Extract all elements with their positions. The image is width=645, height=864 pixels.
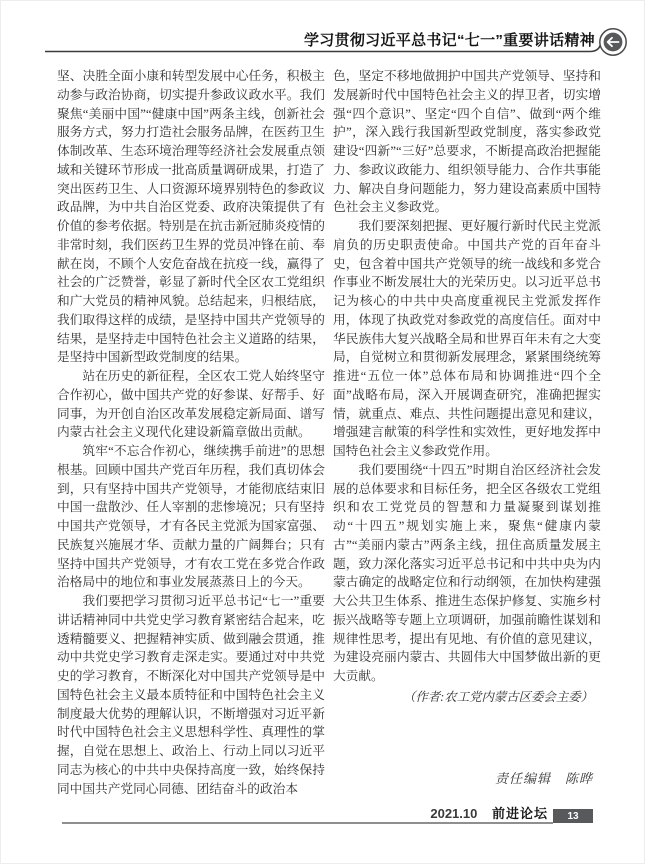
paragraph-continuation: 坚、决胜全面小康和转型发展中心任务，积极主动参与政治协商，切实提升参政议政水平。我们聚焦“美丽中国”“健康中国”两条主线，创新社会服务方式，努力打造社会服务品牌，在医药卫生体制改革、生态环境治理等经济社会发展重点领域和关键环节形成一批高质量调研成果，打造了突出医药卫生、人口资源环境界别特色的参政议政品牌，为中共自治区党委、政府决策提供了有价值的参考依据。特别是在抗击新冠肺炎疫情的非常时刻，我们医药卫生界的党员冲锋在前、奉献在岗，不顾个人安危奋战在抗疫一线，赢得了社会的广泛赞誉，彰显了新时代全区农工党组织和广大党员的精神风貌。总结起来，归根结底，我们取得这样的成绩，是坚持中国共产党领导的结果，是坚持走中国特色社会主义道路的结果，是坚持中国新型政党制度的结果。 [57,69,325,365]
running-head-title: 学习贯彻习近平总书记“七一”重要讲话精神 [303,32,595,49]
right-column [333,67,601,798]
footer-issue-line [430,806,548,821]
paragraph: 我们要把学习贯彻习近平总书记“七一”重要讲话精神同中共党史学习教育紧密结合起来，吃透精髓要义、把握精神实质、做到融会贯通，推动中共党史学习教育走深走实。要通过对中共党史的学习教育，不断深化对中国共产党领导是中国特色社会主义最本质特征和中国特色社会主义制度最大优势的理解认识，不断增强对习近平新时代中国特色社会主义思想科学性、真理性的掌握，自觉在思想上、政治上、行动上同以习近平同志为核心的中共中央保持高度一致，始终保持同中国共产党同心同德、团结奋斗的政治本 [57,594,325,796]
circled-left-arrow-icon [600,29,626,55]
paragraph-continuation: 色，坚定不移地做拥护中国共产党领导、坚持和发展新时代中国特色社会主义的捍卫者，切实增强“四个意识”、坚定“四个自信”、做到“两个维护”，深入践行我国新型政党制度，落实参政党建设“四新”“三好”总要求，不断提高政治把握能力、参政议政能力、组织领导能力、合作共事能力、解决自身问题能力，努力建设高素质中国特色社会主义参政党。 [333,69,601,215]
issue-date: 2021.10 [430,806,478,821]
article-body [57,67,601,798]
paragraph: 我们要深刻把握、更好履行新时代民主党派肩负的历史职责使命。中国共产党的百年奋斗史，包含着中国共产党领导的统一战线和多党合作事业不断发展壮大的光荣历史。以习近平总书记为核心的中共中央高度重视民主党派发挥作用，体现了执政党对参政党的高度信任。面对中华民族伟大复兴战略全局和世界百年未有之大变局，自觉树立和贯彻新发展理念，紧紧围绕统筹推进“五位一体”总体布局和协调推进“四个全面”战略布局，深入开展调查研究，准确把握实情，就重点、难点、共性问题提出意见和建议，增强建言献策的科学性和实效性，更好地发挥中国特色社会主义参政党作用。 [333,219,601,458]
paragraph: 站在历史的新征程，全区农工党人始终坚守合作初心，做中国共产党的好参谋、好帮手、好同事，为开创自治区改革发展稳定新局面、谱写内蒙古社会主义现代化建设新篇章做出贡献。 [57,369,325,440]
left-column [57,67,325,798]
page-number-badge: 13 [553,809,593,823]
journal-title: 前进论坛 [491,806,548,821]
author-note: （作者:农工党内蒙古区委会主委） [403,689,593,704]
paragraph: 筑牢“不忘合作初心，继续携手前进”的思想根基。回顾中国共产党百年历程，我们真切体会到，只有坚持中国共产党领导，才能彻底结束旧中国一盘散沙、任人宰割的悲惨境况；只有坚持中国共产党领导，才有各民主党派为国家富强、民族复兴施展才华、贡献力量的广阔舞台；只有坚持中国共产党领导，才有农工党在多党合作政治格局中的地位和事业发展蒸蒸日上的今天。 [57,444,325,590]
footer-rule-line [62,822,553,824]
paragraph: 我们要围绕“十四五”时期自治区经济社会发展的总体要求和目标任务，把全区各级农工党组织和农工党党员的智慧和力量凝聚到谋划推动“十四五”规划实施上来，聚焦“健康内蒙古”“美丽内蒙古”两条主线，扭住高质量发展主题，致力深化落实习近平总书记和中共中央为内蒙古确定的战略定位和行动纲领，在加快构建强大公共卫生体系、推进生态保护修复、实施乡村振兴战略等专题上立项调研，加强前瞻性谋划和规律性思考，提出有见地、有价值的意见建议，为建设亮丽内蒙古、共圆伟大中国梦做出新的更大贡献。 [333,462,601,683]
editor-credit: 责任编辑 陈晔 [494,771,593,786]
